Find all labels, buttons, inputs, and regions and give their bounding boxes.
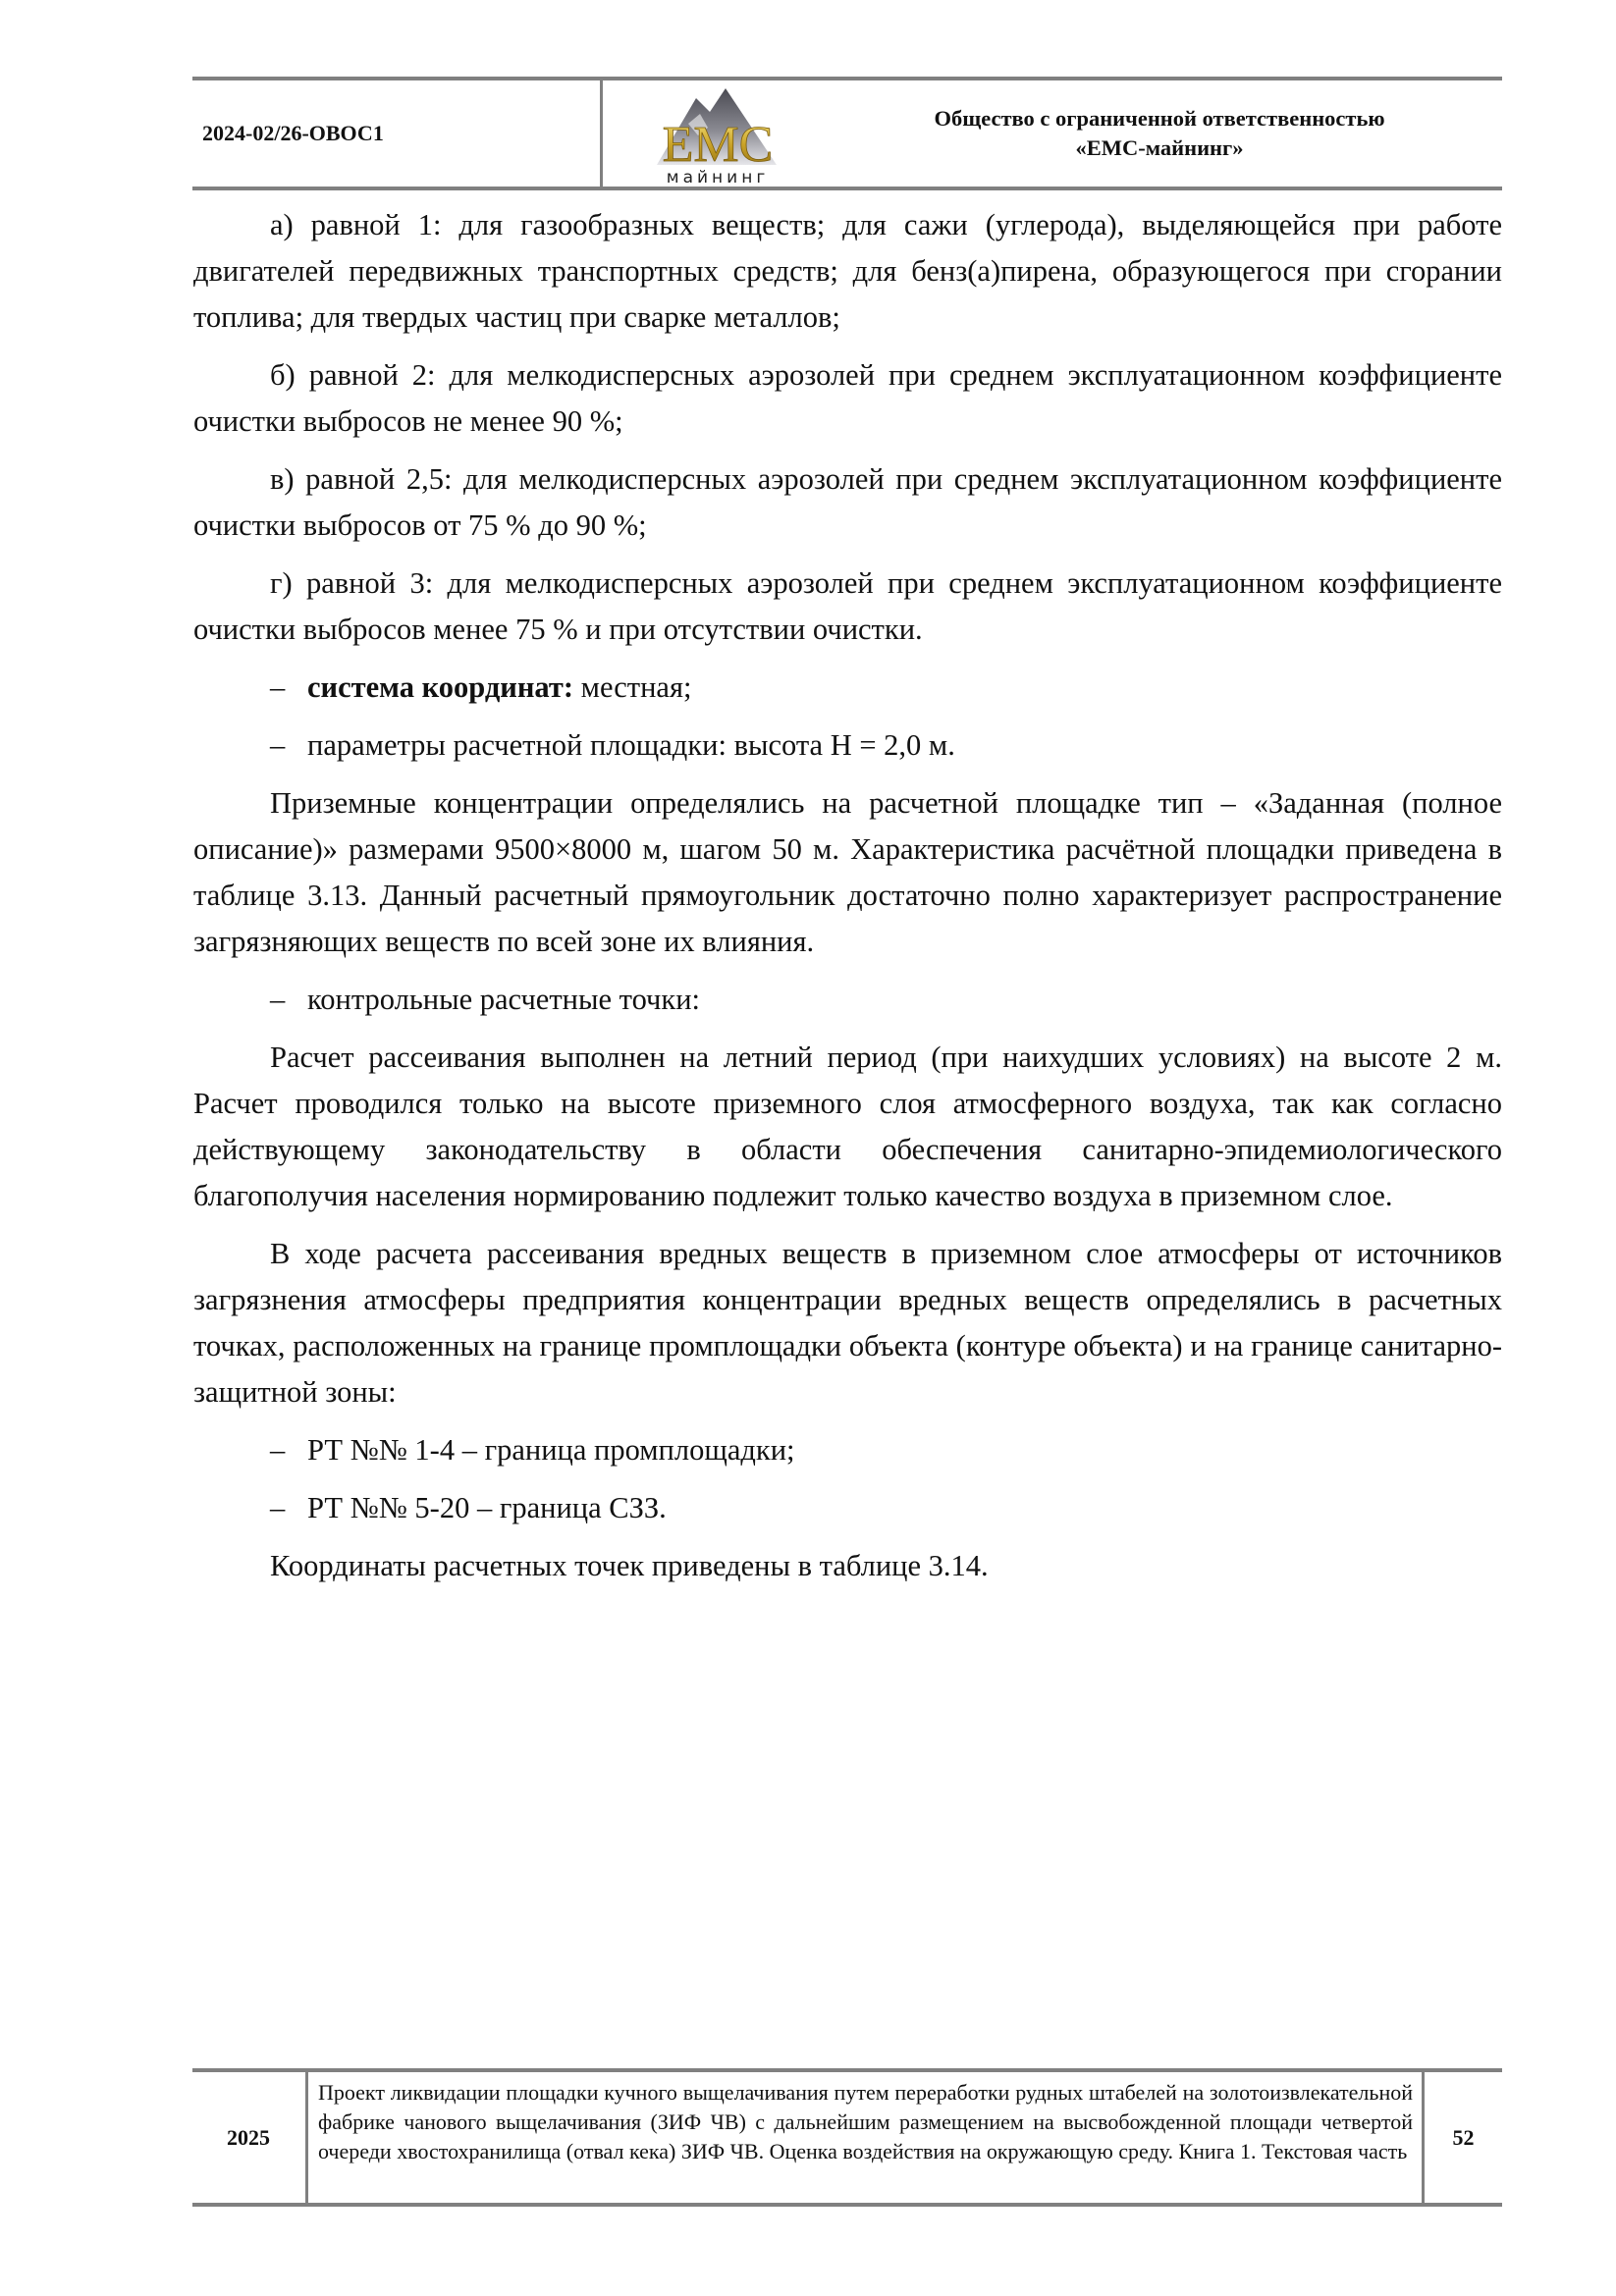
document-body: [193, 202, 1502, 1601]
page-footer: [192, 2068, 1502, 2207]
list-item: [193, 977, 1502, 1023]
paragraph: г) равной 3: для мелкодисперсных аэрозолей при среднем эксплуатационном коэффициенте очистки выбросов менее 75 % и при отсутствии очистки.: [193, 566, 1502, 646]
page-header: [192, 77, 1502, 190]
document-code: 2024-02/26-ОВОС1: [202, 121, 384, 145]
emc-mining-logo-icon: [639, 84, 796, 187]
list-dash-icon: –: [270, 1491, 286, 1524]
list-item-text: РТ №№ 1-4 – граница промплощадки;: [307, 1433, 795, 1467]
organization-name-line2: «ЕМС-майнинг»: [1075, 135, 1244, 160]
organization-name: [821, 80, 1498, 187]
organization-name-line1: Общество с ограниченной ответственностью: [934, 106, 1385, 131]
list-dash-icon: –: [270, 1433, 286, 1467]
list-item-text: параметры расчетной площадки: высота H = 2,0 м.: [307, 728, 955, 762]
list-item: [193, 1427, 1502, 1473]
list-item: [193, 1485, 1502, 1531]
footer-year: 2025: [227, 2124, 270, 2150]
list-item: [193, 722, 1502, 769]
logo-subtitle: майнинг: [666, 168, 770, 187]
list-dash-icon: –: [270, 728, 286, 762]
logo-letters: EMC: [662, 117, 774, 173]
footer-divider-left: [305, 2072, 308, 2203]
list-item-text: местная;: [573, 670, 692, 704]
list-item-text: РТ №№ 5-20 – граница СЗЗ.: [307, 1491, 667, 1524]
list-item-text: контрольные расчетные точки:: [307, 983, 700, 1016]
paragraph: в) равной 2,5: для мелкодисперсных аэрозолей при среднем эксплуатационном коэффициенте очистки выбросов от 75 % до 90 %;: [193, 462, 1502, 542]
paragraph: Расчет рассеивания выполнен на летний период (при наихудших условиях) на высоте 2 м. Расчет проводился только на высоте приземного слоя атмосферного воздуха, так как согласно действующему законодательству в области обеспечения санитарно-эпидемиологического благополучия населения нормированию подлежит только качество воздуха в приземном слое.: [193, 1041, 1502, 1212]
paragraph: б) равной 2: для мелкодисперсных аэрозолей при среднем эксплуатационном коэффициенте очистки выбросов не менее 90 %;: [193, 358, 1502, 438]
list-dash-icon: –: [270, 670, 286, 704]
page-number: 52: [1452, 2124, 1475, 2150]
list-dash-icon: –: [270, 983, 286, 1016]
header-divider: [600, 80, 603, 187]
paragraph: Координаты расчетных точек приведены в таблице 3.14.: [270, 1549, 989, 1582]
paragraph: а) равной 1: для газообразных веществ; для сажи (углерода), выделяющейся при работе двигателей передвижных транспортных средств; для бенз(а)пирена, образующегося при сгорании топлива; для твердых частиц при сварке металлов;: [193, 208, 1502, 334]
paragraph: Приземные концентрации определялись на расчетной площадке тип – «Заданная (полное описание)» размерами 9500×8000 м, шагом 50 м. Характеристика расчётной площадки приведена в таблице 3.13. Данный расчетный прямоугольник достаточно полно характеризует распространение загрязняющих веществ по всей зоне их влияния.: [193, 786, 1502, 958]
list-item: [193, 665, 1502, 711]
footer-project-title: Проект ликвидации площадки кучного выщелачивания путем переработки рудных штабелей на золотоизвлекательной фабрике чанового выщелачивания (ЗИФ ЧВ) с дальнейшим размещением на высвобожденной площади четвертой очереди хвостохранилища (отвал кека) ЗИФ ЧВ. Оценка воздействия на окружающую среду. Книга 1. Текстовая часть: [318, 2080, 1413, 2163]
paragraph: В ходе расчета рассеивания вредных веществ в приземном слое атмосферы от источников загрязнения атмосферы предприятия концентрации вредных веществ определялись в расчетных точках, расположенных на границе промплощадки объекта (контуре объекта) и на границе санитарно-защитной зоны:: [193, 1237, 1502, 1409]
list-item-term: система координат:: [307, 670, 574, 704]
